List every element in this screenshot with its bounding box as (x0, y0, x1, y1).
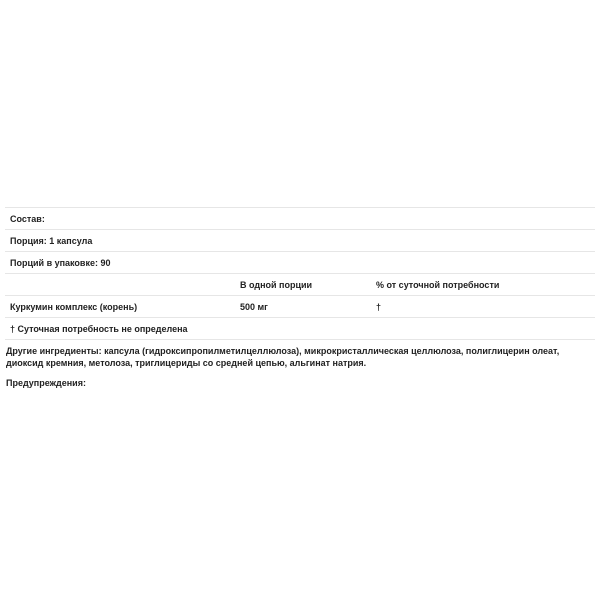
other-ingredients: Другие ингредиенты: капсула (гидроксипропилметилцеллюлоза), микрокристаллическая целлюлоза, полиглицерин олеат, диоксид кремния, метолоза, триглицериды со средней цепью, альгинат натрия. (6, 346, 560, 368)
table-row (5, 296, 595, 318)
ingredient-name: Куркумин комплекс (корень) (10, 302, 138, 312)
serving-size: Порция: 1 капсула (10, 236, 93, 246)
composition-label: Состав: (10, 214, 45, 224)
ingredient-amount: 500 мг (240, 302, 268, 312)
supplement-facts-table (5, 207, 595, 340)
column-header-amount: В одной порции (240, 280, 313, 290)
ingredient-dv: † (376, 302, 382, 312)
header-row (5, 274, 595, 296)
composition-row (5, 208, 595, 230)
footnote: † Суточная потребность не определена (10, 324, 188, 334)
column-header-dv: % от суточной потребности (376, 280, 500, 290)
footnote-row (5, 318, 595, 340)
serving-row (5, 230, 595, 252)
servings-per-container: Порций в упаковке: 90 (10, 258, 111, 268)
warnings-label: Предупреждения: (6, 378, 86, 388)
servings-row (5, 252, 595, 274)
